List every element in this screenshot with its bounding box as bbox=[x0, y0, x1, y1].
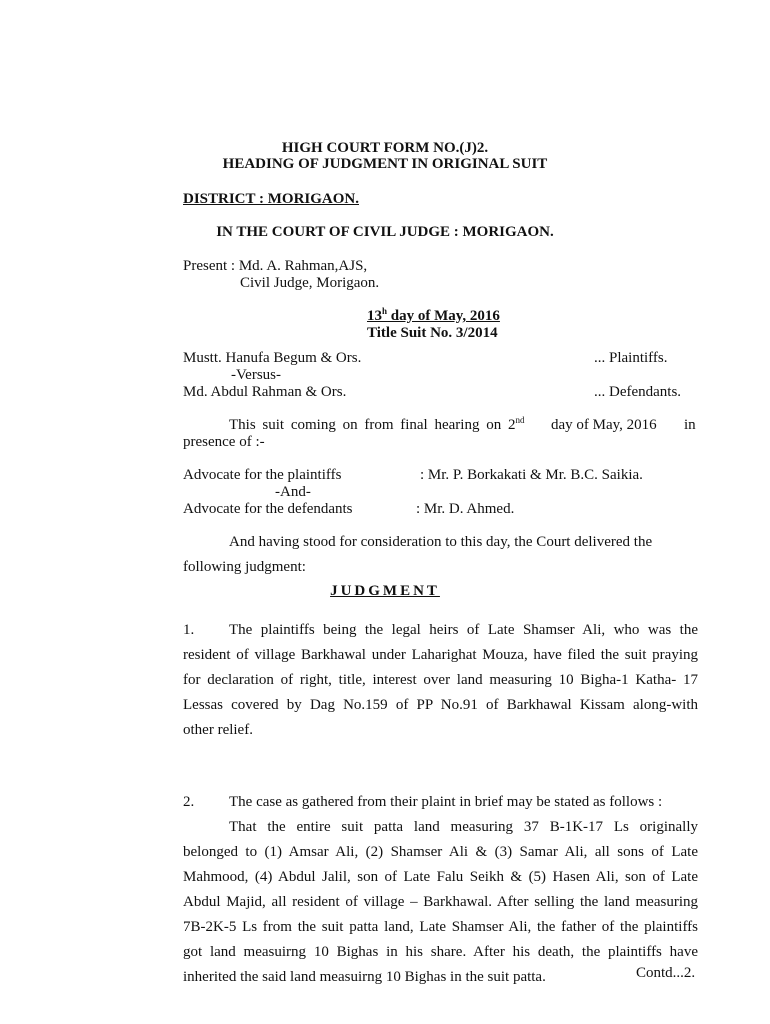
hearing-presence: presence of :- bbox=[183, 434, 265, 450]
form-title: HIGH COURT FORM NO.(J)2. bbox=[281, 140, 489, 156]
plaintiffs-advocate-value: : Mr. P. Borkakati & Mr. B.C. Saikia. bbox=[420, 467, 643, 483]
consideration-line-2: following judgment: bbox=[183, 559, 306, 575]
hearing-in: in bbox=[684, 417, 696, 433]
plaintiffs-label: ... Plaintiffs. bbox=[594, 350, 668, 366]
paragraph-2 bbox=[183, 790, 698, 990]
paragraph-2-line: That the entire suit patta land measuring 37 B-1K-17 Ls originally bbox=[229, 819, 698, 835]
defendants-advocate-label: Advocate for the defendants bbox=[183, 501, 353, 517]
and-label: -And- bbox=[275, 484, 311, 500]
paragraph-2-line: 7B-2K-5 Ls from the suit patta land, Late Shamser Ali, the father of the plaintiffs bbox=[183, 919, 698, 935]
presiding-officer-designation: Civil Judge, Morigaon. bbox=[240, 275, 380, 291]
paragraph-2-line: belonged to (1) Amsar Ali, (2) Shamser Ali & (3) Samar Ali, all sons of Late bbox=[183, 844, 698, 860]
paragraph-2-line: inherited the said land measuirng 10 Bighas in the suit patta. bbox=[183, 969, 546, 985]
paragraph-1-line: 1. The plaintiffs being the legal heirs of Late Shamser Ali, who was the bbox=[183, 622, 698, 638]
form-subtitle: HEADING OF JUDGMENT IN ORIGINAL SUIT bbox=[222, 156, 548, 172]
district-heading: DISTRICT : MORIGAON. bbox=[183, 191, 359, 207]
paragraph-1-line: resident of village Barkhawal under Laharighat Mouza, have filed the suit praying bbox=[183, 647, 698, 663]
judgment-date: 13$^h$ day of May, 2016 bbox=[367, 306, 500, 324]
versus-label: -Versus- bbox=[231, 367, 281, 383]
defendants-name: Md. Abdul Rahman & Ors. bbox=[183, 384, 347, 400]
defendants-label: ... Defendants. bbox=[594, 384, 682, 400]
plaintiffs-advocate-label: Advocate for the plaintiffs bbox=[183, 467, 342, 483]
presiding-officer: Present : Md. A. Rahman,AJS, bbox=[183, 258, 368, 274]
defendants-advocate-value: : Mr. D. Ahmed. bbox=[416, 501, 515, 517]
paragraph-1-line: other relief. bbox=[183, 722, 253, 738]
paragraph-2-intro: 2. The case as gathered from their plaint in brief may be stated as follows : bbox=[183, 794, 663, 810]
suit-number: Title Suit No. 3/2014 bbox=[367, 325, 498, 341]
hearing-date: day of May, 2016 bbox=[551, 417, 657, 433]
paragraph-2-line: Abdul Majid, all resident of village – Barkhawal. After selling the land measuring bbox=[183, 894, 698, 910]
court-heading: IN THE COURT OF CIVIL JUDGE : MORIGAON. bbox=[216, 224, 554, 240]
judgment-heading: JUDGMENT bbox=[330, 583, 440, 599]
paragraph-1 bbox=[183, 618, 698, 743]
continued-footer: Contd...2. bbox=[636, 965, 696, 981]
consideration-line-1: And having stood for consideration to this day, the Court delivered the bbox=[229, 534, 653, 550]
paragraph-2-line: got land measuirng 10 Bighas in his share. After his death, the plaintiffs have bbox=[183, 944, 698, 960]
paragraph-1-line: for declaration of right, title, interest over land measuring 10 Bigha-1 Katha- 17 bbox=[183, 672, 698, 688]
hearing-text: This suit coming on from final hearing on 2nd bbox=[229, 415, 525, 433]
paragraph-1-line: Lessas covered by Dag No.159 of PP No.91 of Barkhawal Kissam along-with bbox=[183, 697, 698, 713]
plaintiffs-name: Mustt. Hanufa Begum & Ors. bbox=[183, 350, 362, 366]
paragraph-2-line: Mahmood, (4) Abdul Jalil, son of Late Falu Seikh & (5) Hasen Ali, son of Late bbox=[183, 869, 698, 885]
